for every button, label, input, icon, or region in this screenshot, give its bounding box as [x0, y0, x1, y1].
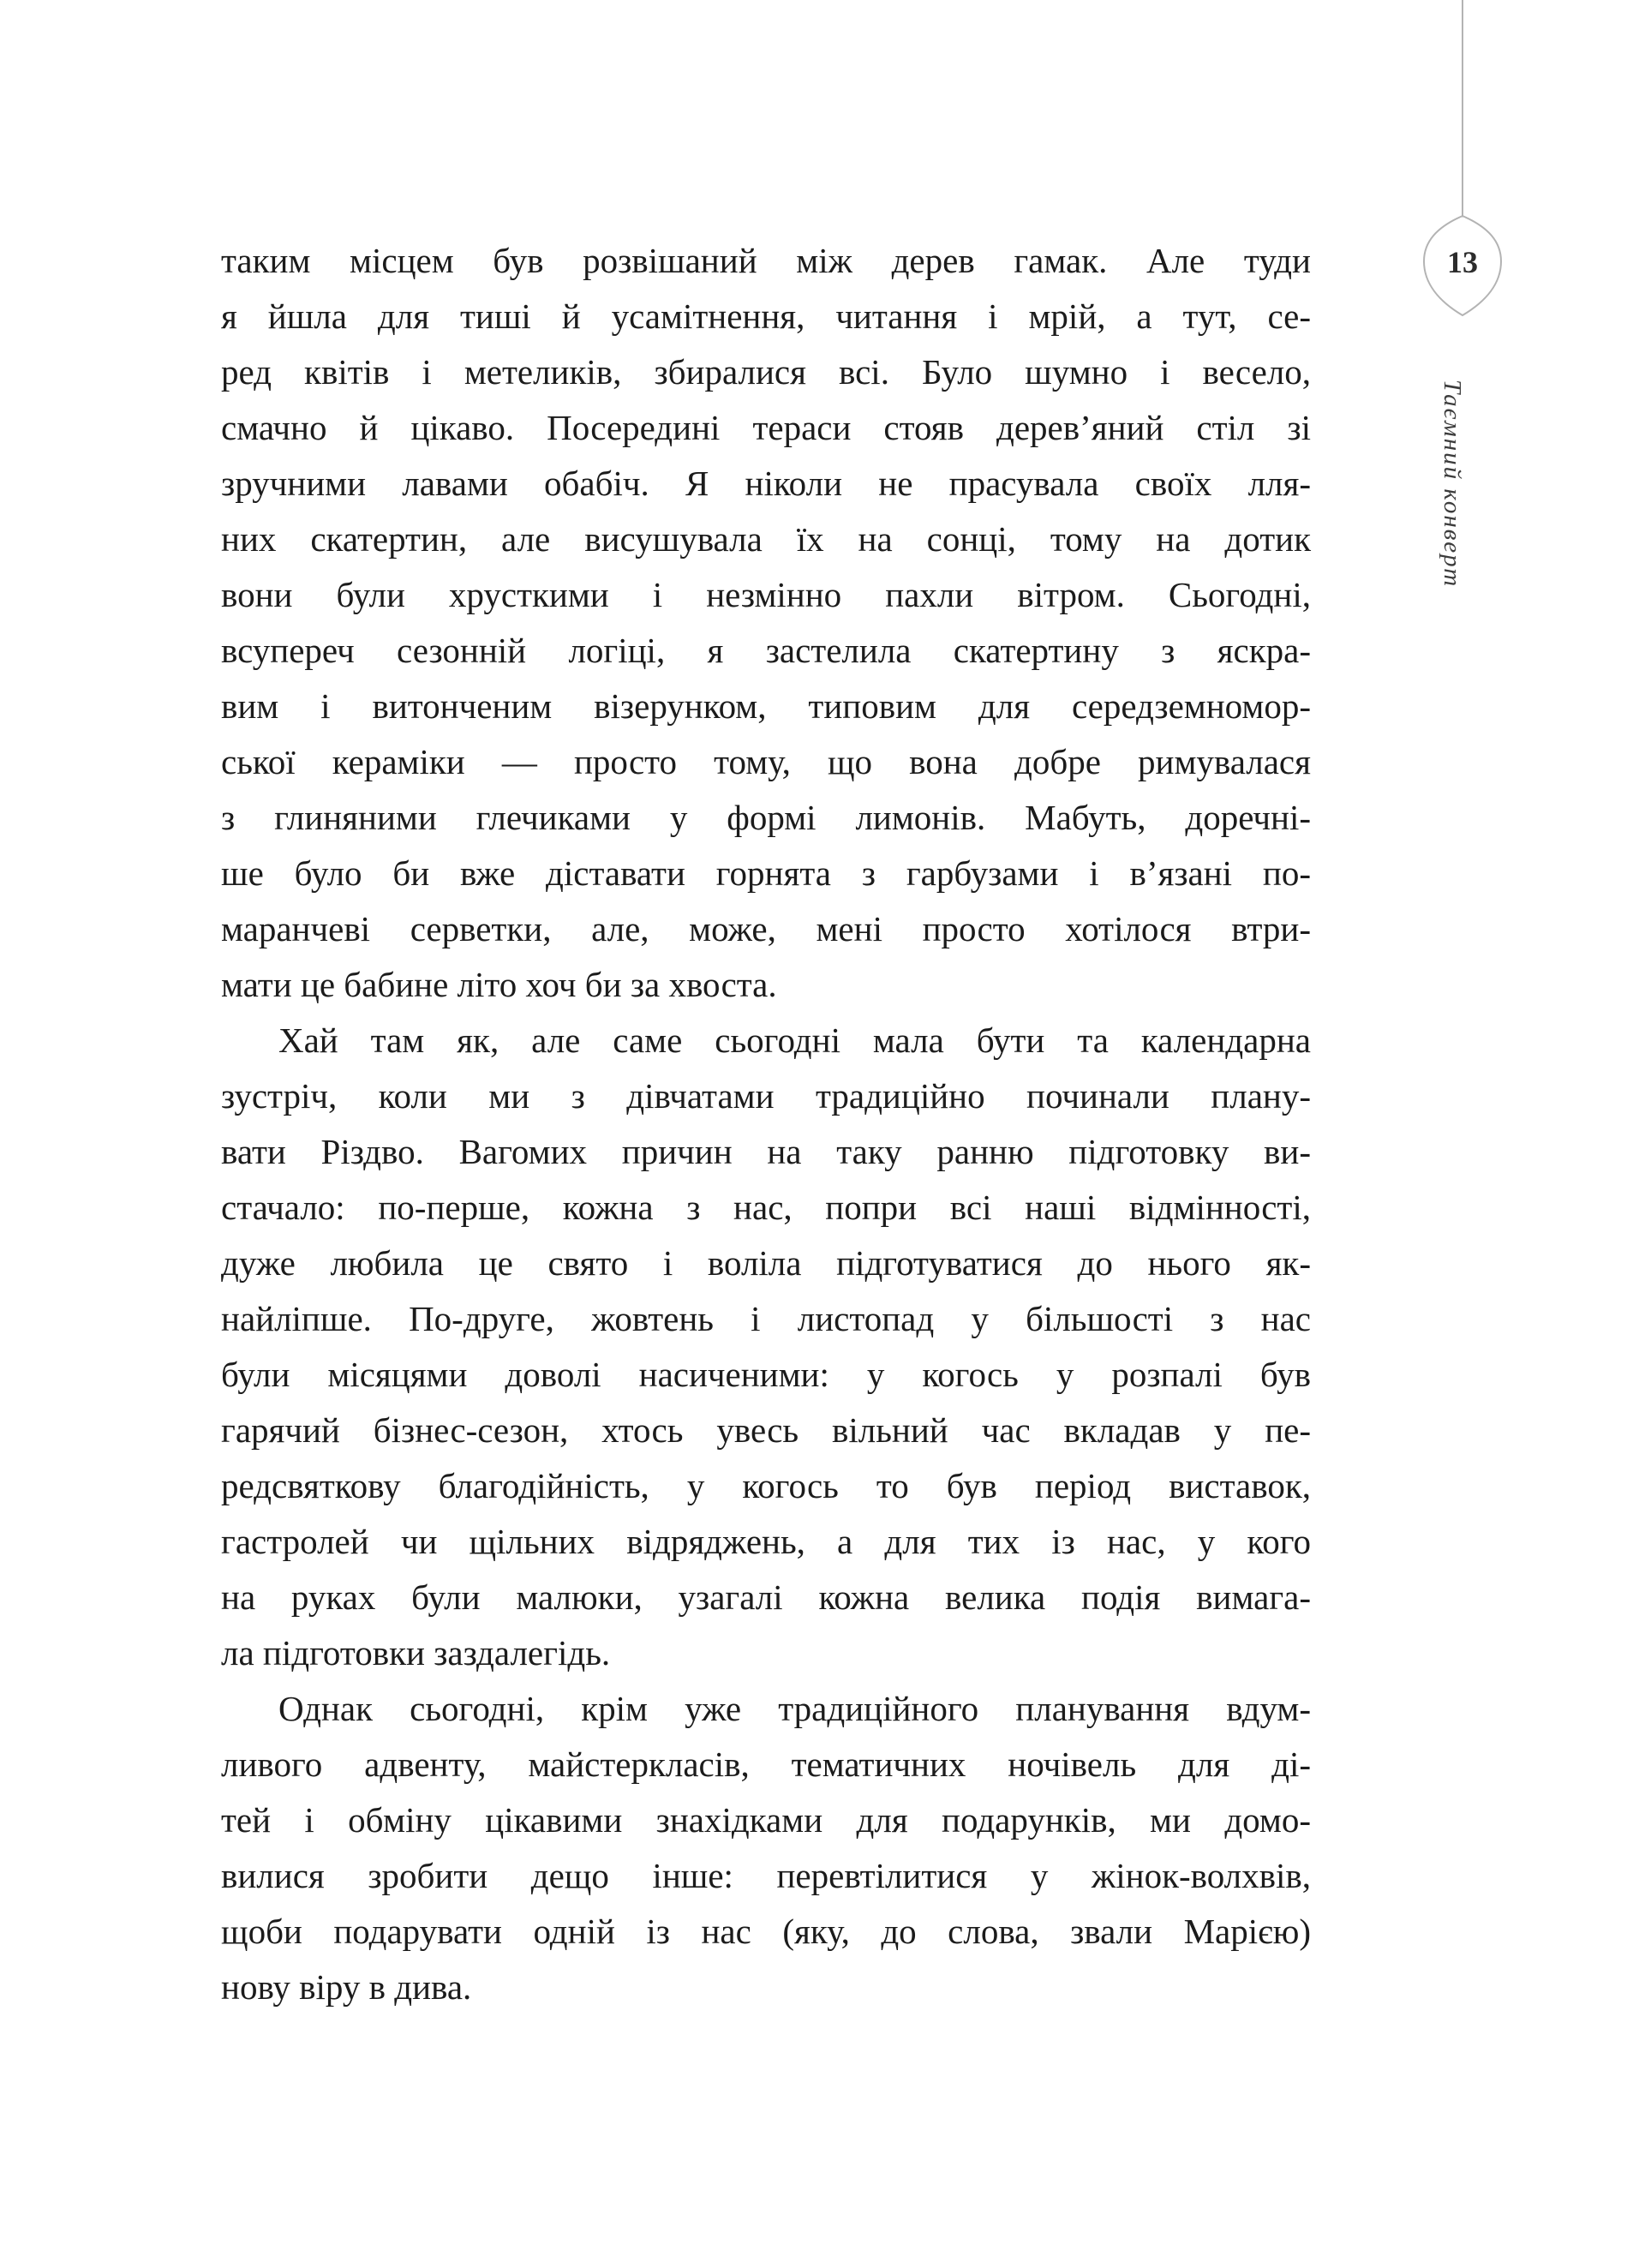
text-line: Хай там як, але саме сьогодні мала бути та календарна: [278, 1020, 1311, 1060]
text-line: ливого адвенту, майстеркласів, тематичних ночівель для ді-: [221, 1744, 1311, 1784]
text-line: Однак сьогодні, крім уже традиційного планування вдум-: [278, 1689, 1311, 1728]
paragraph: [221, 1013, 1311, 1681]
text-line: вилися зробити дещо інше: перевтілитися у жінок-волхвів,: [221, 1856, 1311, 1895]
text-line: редсвяткову благодійність, у когось то був період виставок,: [221, 1466, 1311, 1505]
paragraph: [221, 233, 1311, 1013]
text-line: ла підготовки заздалегідь.: [221, 1633, 611, 1673]
text-line: вати Різдво. Вагомих причин на таку ранню підготовку ви-: [221, 1132, 1311, 1171]
text-line: стачало: по-перше, кожна з нас, попри всі наші відмінності,: [221, 1188, 1311, 1227]
page-number: 13: [1447, 245, 1478, 279]
text-line: ше було би вже діставати горнята з гарбузами і в’язані по-: [221, 853, 1311, 893]
text-line: були місяцями доволі насиченими: у когось у розпалі був: [221, 1355, 1311, 1394]
text-line: таким місцем був розвішаний між дерев гамак. Але туди: [221, 241, 1311, 280]
text-line: з глиняними глечиками у формі лимонів. Мабуть, доречні-: [221, 798, 1311, 837]
text-block: [221, 233, 1311, 2015]
running-title: Таємний конверт: [1439, 380, 1466, 589]
text-line: смачно й цікаво. Посередині тераси стояв дерев’яний стіл зі: [221, 408, 1311, 447]
text-line: зустріч, коли ми з дівчатами традиційно починали плану-: [221, 1076, 1311, 1116]
text-line: гарячий бізнес-сезон, хтось увесь вільний час вкладав у пе-: [221, 1410, 1311, 1450]
text-line: маранчеві серветки, але, може, мені просто хотілося втри-: [221, 909, 1311, 948]
text-line: вони були хрусткими і незмінно пахли вітром. Сьогодні,: [221, 575, 1311, 614]
text-line: мати це бабине літо хоч би за хвоста.: [221, 965, 777, 1004]
text-line: щоби подарувати одній із нас (яку, до слова, звали Марією): [221, 1912, 1311, 1951]
text-line: зручними лавами обабіч. Я ніколи не прасувала своїх лля-: [221, 464, 1311, 503]
text-line: ред квітів і метеликів, збиралися всі. Було шумно і весело,: [221, 352, 1311, 392]
text-line: них скатертин, але висушувала їх на сонці, тому на дотик: [221, 519, 1311, 559]
text-line: дуже любила це свято і воліла підготуватися до нього як-: [221, 1243, 1311, 1283]
text-line: я йшла для тиші й усамітнення, читання і мрій, а тут, се-: [221, 296, 1311, 336]
text-line: всупереч сезонній логіці, я застелила скатертину з яскра-: [221, 631, 1311, 670]
text-line: тей і обміну цікавими знахідками для подарунків, ми домо-: [221, 1800, 1311, 1840]
text-line: найліпше. По-друге, жовтень і листопад у більшості з нас: [221, 1299, 1311, 1338]
text-line: вим і витонченим візерунком, типовим для середземномор-: [221, 686, 1311, 726]
text-line: ської кераміки — просто тому, що вона добре римувалася: [221, 742, 1311, 781]
text-line: гастролей чи щільних відряджень, а для тих із нас, у кого: [221, 1522, 1311, 1561]
text-line: нову віру в дива.: [221, 1967, 472, 2007]
text-line: на руках були малюки, узагалі кожна велика подія вимага-: [221, 1577, 1311, 1617]
page-number-ornament: [1415, 0, 1510, 326]
paragraph: [221, 1681, 1311, 2015]
